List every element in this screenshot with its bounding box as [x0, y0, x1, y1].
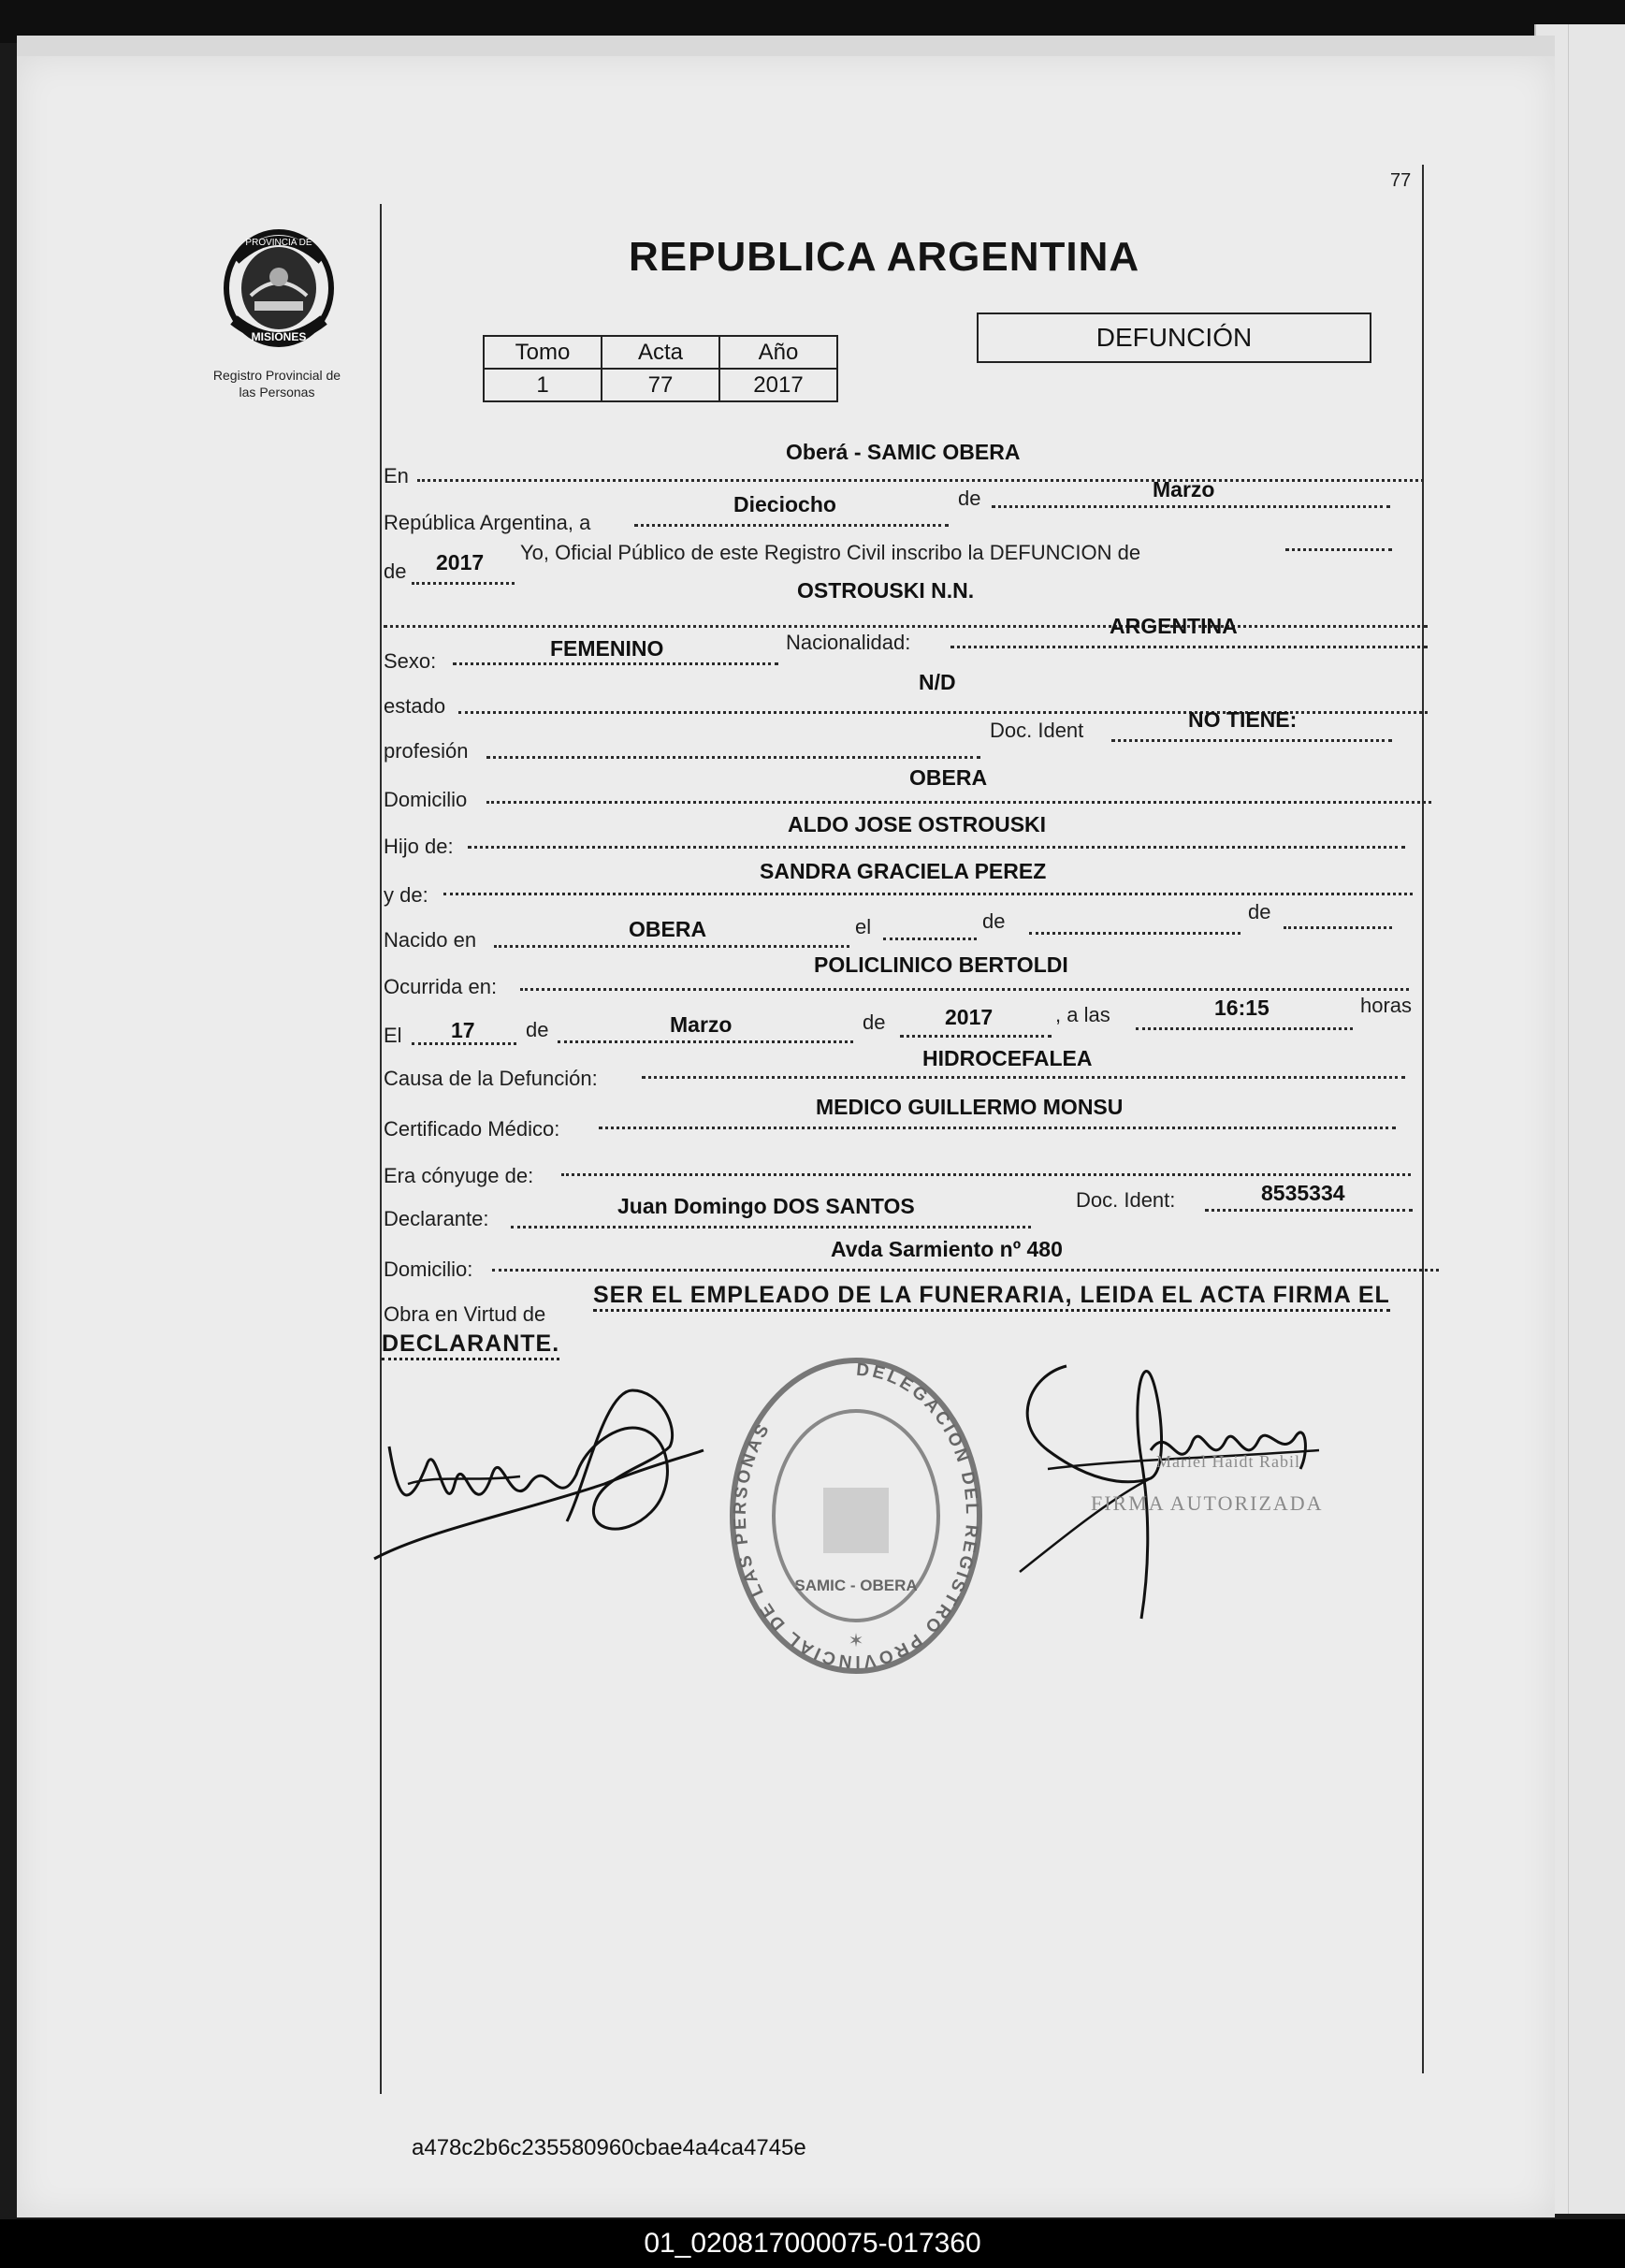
horas-label: horas — [1360, 994, 1413, 1017]
acta-value: 77 — [602, 369, 719, 401]
acta-header: Acta — [602, 336, 719, 369]
estado-value: N/D — [919, 670, 956, 694]
nacido-de2-label: de — [1248, 900, 1271, 923]
declarante-signature — [370, 1372, 707, 1577]
domicilio-line — [486, 801, 1431, 804]
fecha-day: 17 — [451, 1018, 475, 1042]
doc-ident-value: NO TIENE: — [1188, 707, 1298, 732]
document-hash: a478c2b6c235580960cbae4a4ca4745e — [412, 2135, 806, 2160]
doc-ident-line — [1111, 739, 1392, 742]
domicilio-label: Domicilio — [384, 788, 468, 811]
declarante-doc-label: Doc. Ident: — [1076, 1188, 1176, 1212]
deceased-name: OSTROUSKI N.N. — [797, 578, 975, 603]
nacido-de1-label: de — [982, 909, 1006, 933]
registry-seal — [720, 1347, 992, 1684]
ocurrida-label: Ocurrida en: — [384, 975, 498, 998]
inscribe-text: Yo, Oficial Público de este Registro Civil inscribo la DEFUNCION de — [520, 541, 1141, 564]
declarante-dom-label: Domicilio: — [384, 1258, 473, 1281]
en-label: En — [384, 464, 409, 487]
profesion-label: profesión — [384, 739, 469, 763]
month-line — [992, 505, 1390, 508]
declarante-doc-value: 8535334 — [1261, 1181, 1345, 1205]
certificado-line — [599, 1127, 1396, 1129]
hora-value: 16:15 — [1214, 996, 1270, 1020]
nacido-line — [494, 945, 849, 948]
svg-text:SAMIC - OBERA: SAMIC - OBERA — [794, 1577, 918, 1594]
year-line — [412, 582, 515, 585]
fecha-el-label: El — [384, 1024, 402, 1047]
left-margin-line — [380, 204, 382, 2094]
anio-value: 2017 — [719, 369, 837, 401]
obra-value-line2: DECLARANTE. — [382, 1330, 559, 1360]
fecha-de1-label: de — [526, 1018, 549, 1041]
domicilio-value: OBERA — [909, 765, 988, 790]
nacido-de1-line — [1029, 932, 1241, 935]
svg-text:✶: ✶ — [848, 1631, 864, 1651]
deceased-line — [384, 625, 1428, 628]
republica-label: República Argentina, a — [384, 511, 591, 534]
sexo-label: Sexo: — [384, 649, 437, 673]
nacionalidad-line — [950, 646, 1428, 648]
registration-table — [483, 335, 838, 402]
misiones-emblem-icon — [217, 223, 341, 348]
nacido-el-line — [883, 938, 977, 940]
nacido-el-label: el — [855, 915, 872, 938]
nacido-de2-line — [1284, 926, 1392, 929]
hijo-label: Hijo de: — [384, 835, 454, 858]
tomo-header: Tomo — [484, 336, 602, 369]
fecha-year: 2017 — [945, 1005, 994, 1029]
registry-caption: Registro Provincial de las Personas — [212, 368, 341, 400]
next-page-fold — [1568, 24, 1569, 2214]
obra-value-line1: SER EL EMPLEADO DE LA FUNERARIA, LEIDA EL ACTA FIRMA EL — [593, 1282, 1390, 1312]
fecha-de2-label: de — [863, 1010, 886, 1034]
day-line — [634, 524, 949, 527]
profesion-line — [486, 756, 980, 759]
en-line — [417, 479, 1424, 482]
page-top-edge — [17, 36, 1555, 58]
estado-label: estado — [384, 694, 446, 718]
fecha-month-line — [558, 1040, 853, 1043]
inscribe-line — [1285, 548, 1392, 551]
official-stamp-name: Mariel Haidt Rabil — [1156, 1452, 1300, 1471]
declarante-dom-value: Avda Sarmiento nº 480 — [831, 1237, 1063, 1261]
ocurrida-line — [520, 988, 1409, 991]
declarante-label: Declarante: — [384, 1207, 489, 1230]
en-value: Oberá - SAMIC OBERA — [786, 440, 1021, 464]
conyuge-line — [561, 1173, 1411, 1176]
fecha-month: Marzo — [670, 1012, 733, 1037]
year-value: 2017 — [436, 550, 485, 574]
anio-header: Año — [719, 336, 837, 369]
footer-code: 01_020817000075-017360 — [0, 2219, 1625, 2268]
causa-line — [642, 1076, 1405, 1079]
official-signature — [1010, 1347, 1347, 1628]
tomo-value: 1 — [484, 369, 602, 401]
causa-value: HIDROCEFALEA — [922, 1046, 1093, 1070]
declarante-value: Juan Domingo DOS SANTOS — [617, 1194, 915, 1218]
svg-text:PROVINCIA DE: PROVINCIA DE — [245, 238, 312, 248]
country-title: REPUBLICA ARGENTINA — [629, 234, 1140, 280]
page-number: 77 — [1390, 170, 1412, 191]
nacionalidad-value: ARGENTINA — [1110, 614, 1238, 638]
svg-text:MISIONES: MISIONES — [251, 330, 307, 343]
doc-ident-label: Doc. Ident — [990, 719, 1084, 742]
y-de-label: y de: — [384, 883, 428, 907]
hora-line — [1136, 1027, 1353, 1030]
sexo-line — [453, 662, 778, 665]
nacido-value: OBERA — [629, 917, 707, 941]
declarante-line — [511, 1226, 1031, 1228]
month-value: Marzo — [1153, 477, 1215, 502]
fecha-year-line — [900, 1035, 1052, 1038]
conyuge-label: Era cónyuge de: — [384, 1164, 534, 1187]
official-stamp-title: FIRMA AUTORIZADA — [1091, 1491, 1324, 1515]
hijo-value: ALDO JOSE OSTROUSKI — [788, 812, 1047, 836]
day-value: Dieciocho — [733, 492, 836, 516]
svg-text:DELEGACION DEL REGISTRO PROVIN: DELEGACION DEL REGISTRO PROVINCIAL DE LAS PERSONAS — [730, 1359, 982, 1672]
obra-label: Obra en Virtud de — [384, 1302, 546, 1326]
y-de-line — [443, 893, 1413, 895]
nacionalidad-label: Nacionalidad: — [786, 631, 911, 654]
declarante-dom-line — [492, 1269, 1439, 1272]
causa-label: Causa de la Defunción: — [384, 1067, 598, 1090]
certificado-value: MEDICO GUILLERMO MONSU — [816, 1095, 1124, 1119]
de-label-1: de — [958, 487, 981, 510]
a-las-label: , a las — [1055, 1003, 1110, 1026]
sexo-value: FEMENINO — [550, 636, 664, 661]
document-type-box: DEFUNCIÓN — [977, 313, 1371, 363]
hijo-line — [468, 846, 1405, 849]
y-de-value: SANDRA GRACIELA PEREZ — [760, 859, 1047, 883]
right-margin-line — [1422, 165, 1424, 2073]
year-prefix: de — [384, 560, 407, 583]
nacido-label: Nacido en — [384, 928, 477, 952]
declarante-doc-line — [1205, 1209, 1413, 1212]
certificado-label: Certificado Médico: — [384, 1117, 560, 1141]
ocurrida-value: POLICLINICO BERTOLDI — [814, 952, 1068, 977]
